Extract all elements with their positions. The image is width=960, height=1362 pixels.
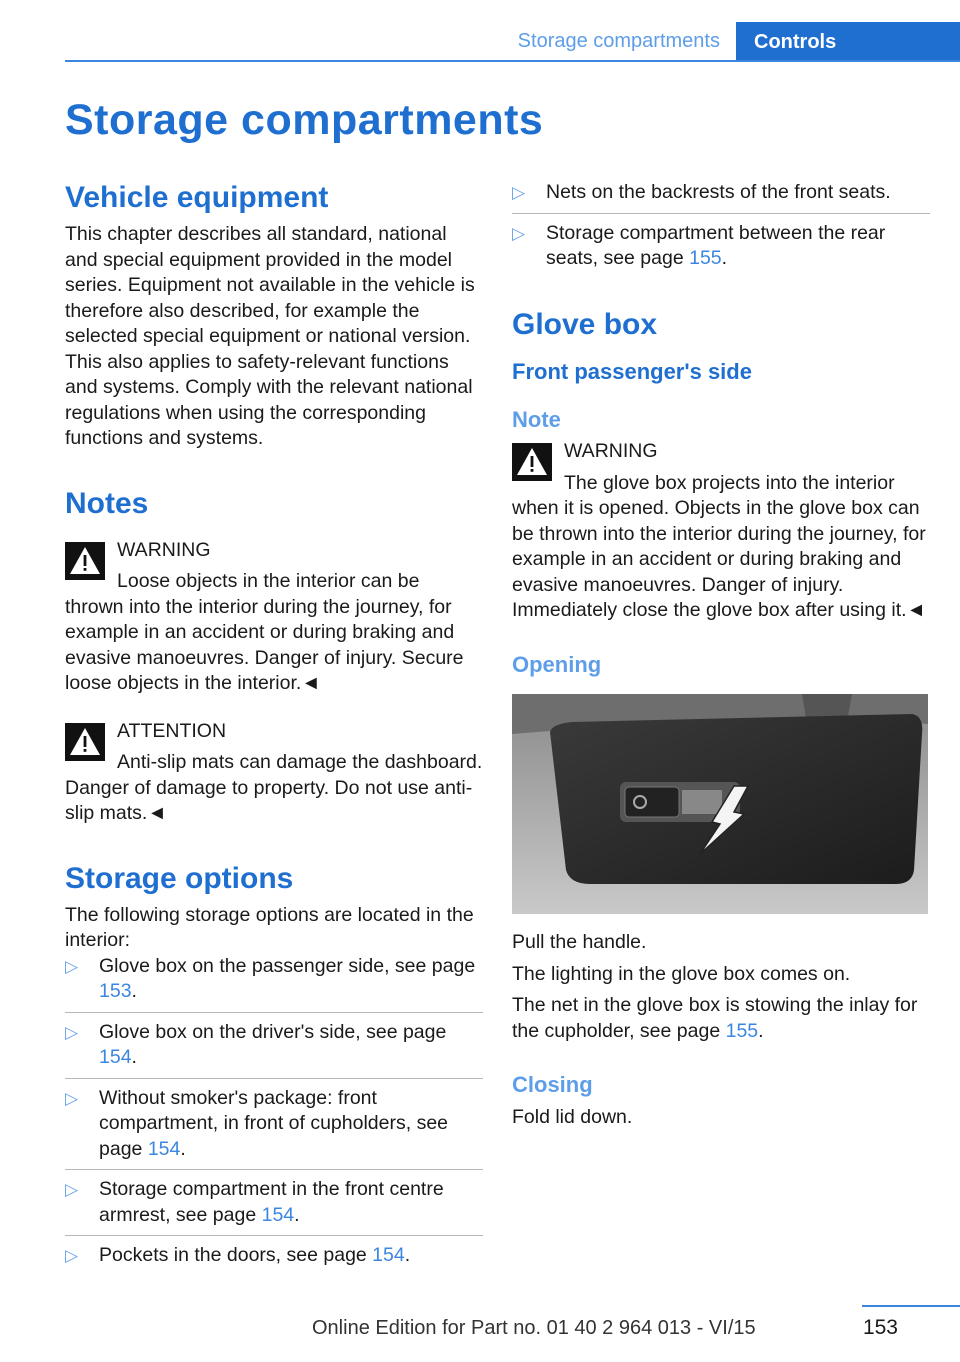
- page-title: Storage compartments: [65, 96, 544, 144]
- heading-front-passenger-side: Front passenger's side: [512, 358, 752, 384]
- warning-label: WARNING: [117, 538, 211, 561]
- attention-note: [65, 719, 483, 827]
- list-item: ▷ Pockets in the doors, see page 154.: [65, 1235, 483, 1276]
- attention-label: ATTENTION: [117, 719, 227, 742]
- opening-step-3: The net in the glove box is stowing the inlay for the cupholder, see page 155.: [512, 994, 918, 1042]
- heading-vehicle-equipment: Vehicle equipment: [65, 181, 329, 214]
- opening-step-2: The lighting in the glove box comes on.: [512, 962, 851, 985]
- attention-text: Anti-slip mats can damage the dashboard. Danger of damage to property. Do not use anti-slip mats.◄: [65, 751, 483, 824]
- heading-note: Note: [512, 406, 561, 432]
- page-link[interactable]: 153: [99, 980, 132, 1002]
- warning-text: Loose objects in the interior can be thrown into the interior during the journey, for example in an accident or during braking and evasive manoeuvres. Danger of injury. Secure loose objects in the interior.◄: [65, 570, 464, 694]
- page-link[interactable]: 154: [147, 1137, 181, 1160]
- header-rule: [65, 60, 960, 62]
- storage-options-list-continued: [512, 180, 930, 279]
- page-link[interactable]: 154: [261, 1203, 295, 1226]
- glove-box-opening-illustration: [512, 694, 928, 914]
- list-item: ▷ Glove box on the passenger side, see page 153.: [65, 954, 483, 1012]
- footer-edition: Online Edition for Part no. 01 40 2 964 013 - VI/15: [312, 1317, 756, 1339]
- page-link[interactable]: 155: [689, 247, 722, 269]
- warning-text: The glove box projects into the interior when it is opened. Objects in the glove box can be thrown into the interior during the journey, for example in an accident or during braking and evasive manoeuvres. Danger of injury. Immediately close the glove box after using it.◄: [512, 471, 926, 622]
- page-link[interactable]: 155: [725, 1019, 759, 1042]
- heading-opening: Opening: [512, 651, 602, 677]
- warning-note: [65, 538, 483, 697]
- header-section-title: Storage compartments: [517, 30, 720, 52]
- list-item: ▷ Nets on the backrests of the front seats.: [512, 180, 930, 213]
- page-number: 153: [862, 1316, 898, 1339]
- heading-glove-box: Glove box: [512, 307, 658, 341]
- right-column: [512, 180, 930, 1130]
- storage-options-list: [65, 954, 483, 1276]
- header-tab-controls[interactable]: Controls: [736, 22, 960, 62]
- heading-closing: Closing: [512, 1072, 593, 1098]
- opening-step-1: Pull the handle.: [512, 931, 647, 954]
- list-item: ▷ Storage compartment between the rear seats, see page 155.: [512, 213, 930, 279]
- vehicle-equipment-body: This chapter describes all standard, national and special equipment provided in the model series. Equipment not available in the vehicle is therefore also described, for example the selected special equipment or national version. This also applies to safety-relevant functions and systems. Comply with the relevant national regulations when using the corresponding functions and systems.: [65, 223, 475, 449]
- warning-icon: [512, 443, 552, 481]
- warning-icon: [65, 542, 105, 580]
- left-column: [65, 180, 483, 1276]
- list-item: ▷ Glove box on the driver's side, see page 154.: [65, 1012, 483, 1078]
- attention-icon: [65, 723, 105, 761]
- page-link[interactable]: 154: [99, 1046, 132, 1068]
- page-link[interactable]: 154: [372, 1244, 405, 1266]
- glove-box-warning: [512, 439, 930, 624]
- footer-rule: [862, 1305, 960, 1307]
- warning-label: WARNING: [564, 440, 658, 463]
- list-item: ▷ Storage compartment in the front centre armrest, see page 154.: [65, 1169, 483, 1235]
- list-item: ▷ Without smoker's package: front compartment, in front of cupholders, see page 154.: [65, 1078, 483, 1170]
- storage-options-intro: The following storage options are located in the interior:: [65, 903, 474, 951]
- closing-text: Fold lid down.: [512, 1105, 633, 1128]
- heading-notes: Notes: [65, 486, 149, 520]
- heading-storage-options: Storage options: [65, 861, 294, 895]
